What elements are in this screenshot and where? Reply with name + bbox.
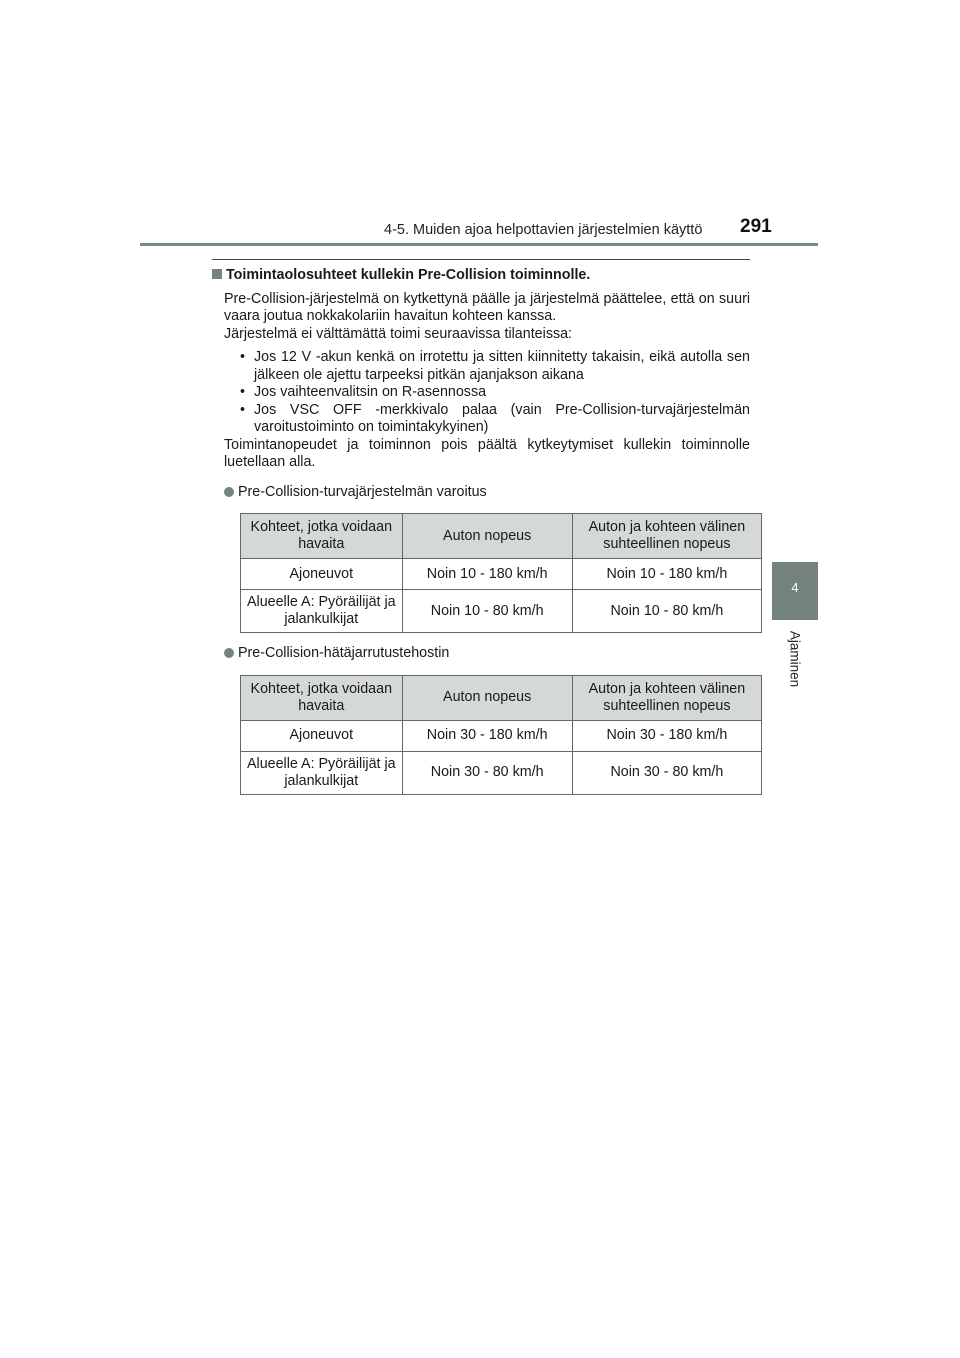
table-heading — [224, 645, 750, 663]
header-title: 4-5. Muiden ajoa helpottavien järjestelmien käyttö — [384, 222, 703, 238]
table-header-row — [241, 514, 762, 559]
table-cell: Alueelle A: Pyöräilijät ja jalankulkijat — [241, 751, 403, 794]
bullet-dot-icon: • — [240, 349, 246, 365]
table-cell: Noin 10 - 180 km/h — [572, 559, 761, 590]
chapter-tab — [772, 562, 818, 620]
table-cell: Noin 30 - 180 km/h — [572, 720, 761, 751]
table-header-cell: Auton nopeus — [402, 675, 572, 720]
paragraph: Järjestelmä ei välttämättä toimi seuraavissa tilanteissa: — [224, 325, 573, 342]
table-row — [241, 559, 762, 590]
table-cell: Ajoneuvot — [241, 559, 403, 590]
table-row — [241, 720, 762, 751]
list-item-text: Jos VSC OFF -merkkivalo palaa (vain Pre-Collision-turvajärjestelmän varoitustoiminto on toimintakykyinen) — [254, 401, 750, 435]
table-cell: Noin 30 - 80 km/h — [572, 751, 761, 794]
table-heading — [224, 484, 750, 502]
table-header-cell: Auton nopeus — [402, 514, 572, 559]
table-heading-text: Pre-Collision-turvajärjestelmän varoitus — [238, 483, 487, 500]
circle-bullet-icon — [224, 487, 234, 497]
speed-table-brake-assist — [240, 675, 762, 795]
table-cell: Ajoneuvot — [241, 720, 403, 751]
section-title-text: Toimintaolosuhteet kullekin Pre-Collision toiminnolle. — [226, 267, 591, 283]
section-title — [212, 267, 750, 285]
table-header-cell: Kohteet, jotka voidaan havaita — [241, 514, 403, 559]
content — [212, 267, 750, 795]
table-row — [241, 751, 762, 794]
square-bullet-icon — [212, 269, 222, 279]
list-item — [238, 402, 750, 437]
list-item — [238, 384, 750, 402]
table-cell: Alueelle A: Pyöräilijät ja jalankulkijat — [241, 590, 403, 633]
table-cell: Noin 30 - 80 km/h — [402, 751, 572, 794]
section-rule — [212, 259, 750, 260]
page-number: 291 — [740, 216, 772, 237]
list-item-text: Jos 12 V -akun kenkä on irrotettu ja sitten kiinnitetty takaisin, eikä autolla sen jälkeen ole ajettu tarpeeksi pitkän ajanjakson aikana — [254, 349, 750, 383]
paragraph: Toimintanopeudet ja toiminnon pois päältä kytkeytymiset kullekin toiminnolle luetellaan alla. — [224, 436, 750, 470]
table-heading-text: Pre-Collision-hätäjarrutustehostin — [238, 645, 450, 661]
table-row — [241, 590, 762, 633]
bullet-dot-icon: • — [240, 401, 246, 418]
paragraph: Pre-Collision-järjestelmä on kytkettynä päälle ja järjestelmä päättelee, että on suuri vaara joutua nokkakolariin havaitun kohteen kanssa. — [224, 290, 750, 324]
list-item-text: Jos vaihteenvalitsin on R-asennossa — [254, 384, 487, 400]
bullet-list — [224, 349, 750, 437]
speed-table-warning — [240, 513, 762, 633]
header-rule — [140, 243, 818, 246]
circle-bullet-icon — [224, 648, 234, 658]
table-header-row — [241, 675, 762, 720]
section-body — [212, 291, 750, 795]
table-header-cell: Kohteet, jotka voidaan havaita — [241, 675, 403, 720]
table-cell: Noin 10 - 180 km/h — [402, 559, 572, 590]
chapter-number: 4 — [791, 580, 799, 595]
chapter-label: Ajaminen — [787, 630, 803, 688]
table-header-cell: Auton ja kohteen välinen suhteellinen nopeus — [572, 675, 761, 720]
table-header-cell: Auton ja kohteen välinen suhteellinen nopeus — [572, 514, 761, 559]
list-item — [238, 349, 750, 384]
table-cell: Noin 10 - 80 km/h — [402, 590, 572, 633]
bullet-dot-icon: • — [240, 384, 246, 400]
table-cell: Noin 30 - 180 km/h — [402, 720, 572, 751]
table-cell: Noin 10 - 80 km/h — [572, 590, 761, 633]
